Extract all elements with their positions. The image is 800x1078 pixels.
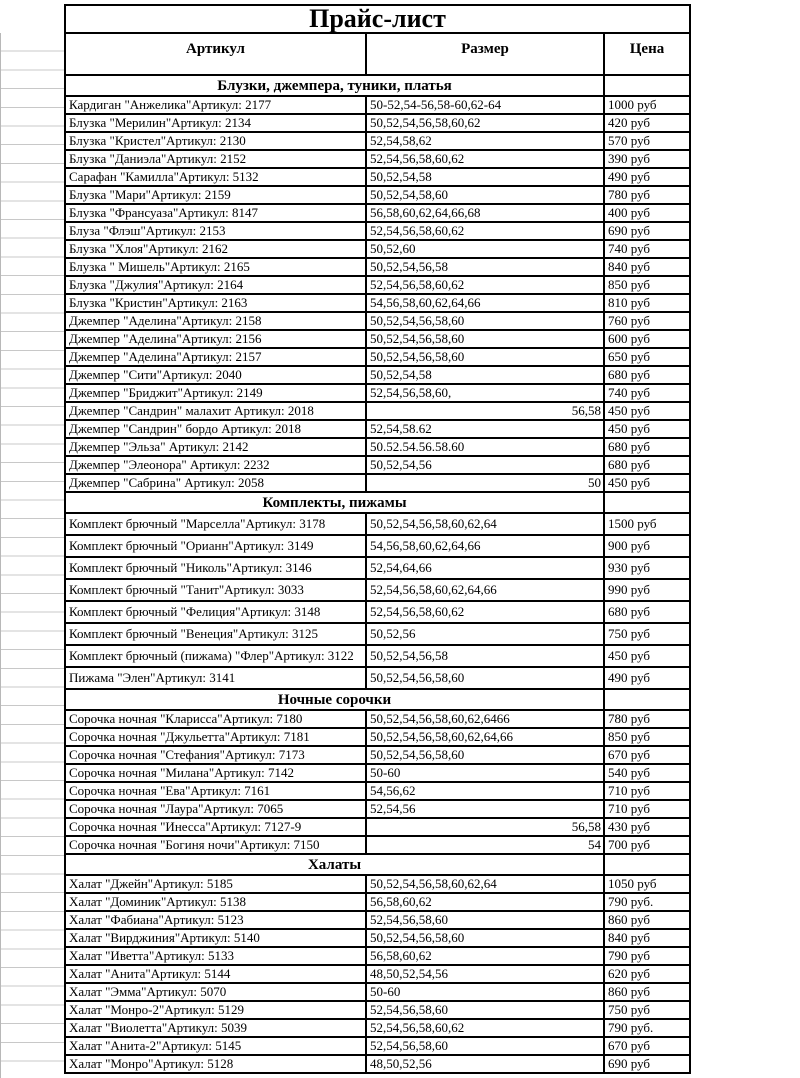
price-cell: 740 руб — [604, 240, 690, 258]
price-cell: 490 руб — [604, 168, 690, 186]
article-cell: Джемпер "Эльза" Артикул: 2142 — [65, 438, 366, 456]
size-cell: 50,52,54,56,58,60 — [366, 330, 604, 348]
section-header-price-spacer — [604, 492, 690, 513]
price-cell: 430 руб — [604, 818, 690, 836]
table-row — [65, 438, 690, 456]
table-row — [65, 186, 690, 204]
article-cell: Халат "Монро"Артикул: 5128 — [65, 1055, 366, 1073]
price-cell: 450 руб — [604, 474, 690, 492]
article-cell: Блузка "Даниэла"Артикул: 2152 — [65, 150, 366, 168]
section-header-price-spacer — [604, 75, 690, 96]
price-cell: 750 руб — [604, 623, 690, 645]
table-row — [65, 258, 690, 276]
price-cell: 450 руб — [604, 645, 690, 667]
table-row — [65, 384, 690, 402]
price-cell: 790 руб. — [604, 1019, 690, 1037]
price-cell: 790 руб. — [604, 893, 690, 911]
article-cell: Сорочка ночная "Джульетта"Артикул: 7181 — [65, 728, 366, 746]
article-cell: Халат "Вирджиния"Артикул: 5140 — [65, 929, 366, 947]
article-cell: Халат "Монро-2"Артикул: 5129 — [65, 1001, 366, 1019]
table-row — [65, 947, 690, 965]
article-cell: Халат "Доминик"Артикул: 5138 — [65, 893, 366, 911]
article-cell: Пижама "Элен"Артикул: 3141 — [65, 667, 366, 689]
size-cell: 50-60 — [366, 764, 604, 782]
table-row — [65, 929, 690, 947]
price-cell: 700 руб — [604, 836, 690, 854]
price-cell: 450 руб — [604, 402, 690, 420]
size-cell: 50,52,54,56,58,60 — [366, 667, 604, 689]
article-cell: Джемпер "Сабрина" Артикул: 2058 — [65, 474, 366, 492]
size-cell: 56,58 — [366, 818, 604, 836]
price-cell: 400 руб — [604, 204, 690, 222]
size-cell: 56,58,60,62 — [366, 947, 604, 965]
article-cell: Джемпер "Аделина"Артикул: 2158 — [65, 312, 366, 330]
section-header-price-spacer — [604, 854, 690, 875]
article-cell: Кардиган "Анжелика"Артикул: 2177 — [65, 96, 366, 114]
size-cell: 50,52,54,58,60 — [366, 186, 604, 204]
article-cell: Джемпер "Аделина"Артикул: 2157 — [65, 348, 366, 366]
size-cell: 50.52.54.56.58.60 — [366, 438, 604, 456]
table-row — [65, 1055, 690, 1073]
price-cell: 710 руб — [604, 800, 690, 818]
section-title: Ночные сорочки — [65, 689, 604, 710]
price-cell: 780 руб — [604, 186, 690, 204]
size-cell: 50,52,54,58 — [366, 366, 604, 384]
title-row — [65, 5, 690, 33]
price-cell: 990 руб — [604, 579, 690, 601]
article-cell: Халат "Анита"Артикул: 5144 — [65, 965, 366, 983]
article-cell: Блузка "Мари"Артикул: 2159 — [65, 186, 366, 204]
table-row — [65, 782, 690, 800]
size-cell: 54,56,58,60,62,64,66 — [366, 535, 604, 557]
size-cell: 52,54,56,58,60,62 — [366, 222, 604, 240]
size-cell: 52,54,58.62 — [366, 420, 604, 438]
price-cell: 840 руб — [604, 258, 690, 276]
article-cell: Джемпер "Аделина"Артикул: 2156 — [65, 330, 366, 348]
table-row — [65, 728, 690, 746]
article-cell: Джемпер "Сандрин" малахит Артикул: 2018 — [65, 402, 366, 420]
price-cell: 860 руб — [604, 983, 690, 1001]
section-header-row — [65, 854, 690, 875]
size-cell: 54,56,58,60,62,64,66 — [366, 294, 604, 312]
price-cell: 1000 руб — [604, 96, 690, 114]
article-cell: Сорочка ночная "Милана"Артикул: 7142 — [65, 764, 366, 782]
article-cell: Джемпер "Сити"Артикул: 2040 — [65, 366, 366, 384]
price-cell: 450 руб — [604, 420, 690, 438]
size-cell: 52,54,56,58,60 — [366, 1037, 604, 1055]
size-cell: 50,52,54,56,58,60,62 — [366, 114, 604, 132]
article-cell: Комплект брючный (пижама) "Флер"Артикул: 3122 — [65, 645, 366, 667]
article-cell: Джемпер "Бриджит"Артикул: 2149 — [65, 384, 366, 402]
size-cell: 50,52,54,56 — [366, 456, 604, 474]
size-cell: 54 — [366, 836, 604, 854]
table-row — [65, 1019, 690, 1037]
price-cell: 680 руб — [604, 601, 690, 623]
table-row — [65, 764, 690, 782]
price-cell: 780 руб — [604, 710, 690, 728]
article-cell: Сорочка ночная "Стефания"Артикул: 7173 — [65, 746, 366, 764]
spreadsheet-gutter-column — [0, 33, 64, 1078]
table-row — [65, 96, 690, 114]
table-row — [65, 579, 690, 601]
size-cell: 52,54,64,66 — [366, 557, 604, 579]
price-cell: 740 руб — [604, 384, 690, 402]
table-row — [65, 456, 690, 474]
size-cell: 56,58,60,62 — [366, 893, 604, 911]
size-cell: 50,52,54,56,58,60 — [366, 312, 604, 330]
size-cell: 50,52,54,56,58 — [366, 258, 604, 276]
price-cell: 650 руб — [604, 348, 690, 366]
price-cell: 1500 руб — [604, 513, 690, 535]
price-cell: 750 руб — [604, 1001, 690, 1019]
table-row — [65, 965, 690, 983]
price-cell: 930 руб — [604, 557, 690, 579]
table-row — [65, 667, 690, 689]
table-row — [65, 818, 690, 836]
size-cell: 52,54,56,58,60,62 — [366, 1019, 604, 1037]
table-row — [65, 710, 690, 728]
table-row — [65, 875, 690, 893]
article-cell: Блузка "Хлоя"Артикул: 2162 — [65, 240, 366, 258]
article-cell: Халат "Фабиана"Артикул: 5123 — [65, 911, 366, 929]
table-row — [65, 168, 690, 186]
article-cell: Комплект брючный "Фелиция"Артикул: 3148 — [65, 601, 366, 623]
size-cell: 50,52,54,58 — [366, 168, 604, 186]
price-cell: 710 руб — [604, 782, 690, 800]
table-row — [65, 746, 690, 764]
price-cell: 840 руб — [604, 929, 690, 947]
price-cell: 490 руб — [604, 667, 690, 689]
size-cell: 50,52,54,56,58,60 — [366, 929, 604, 947]
table-row — [65, 983, 690, 1001]
size-cell: 50,52,54,56,58,60,62,64 — [366, 875, 604, 893]
table-row — [65, 366, 690, 384]
table-row — [65, 330, 690, 348]
table-row — [65, 204, 690, 222]
price-cell: 420 руб — [604, 114, 690, 132]
size-cell: 50 — [366, 474, 604, 492]
article-cell: Джемпер "Элеонора" Артикул: 2232 — [65, 456, 366, 474]
table-row — [65, 474, 690, 492]
table-row — [65, 601, 690, 623]
price-cell: 600 руб — [604, 330, 690, 348]
table-row — [65, 535, 690, 557]
size-cell: 48,50,52,54,56 — [366, 965, 604, 983]
table-row — [65, 222, 690, 240]
size-cell: 50,52,54,56,58,60,62,64,66 — [366, 728, 604, 746]
article-cell: Халат "Эмма"Артикул: 5070 — [65, 983, 366, 1001]
table-row — [65, 1037, 690, 1055]
price-cell: 680 руб — [604, 366, 690, 384]
size-cell: 52,54,56,58,60 — [366, 911, 604, 929]
table-row — [65, 132, 690, 150]
article-cell: Блузка "Кристин"Артикул: 2163 — [65, 294, 366, 312]
article-cell: Халат "Виолетта"Артикул: 5039 — [65, 1019, 366, 1037]
price-cell: 390 руб — [604, 150, 690, 168]
size-cell: 50,52,54,56,58,60 — [366, 348, 604, 366]
size-cell: 52,54,56,58,60, — [366, 384, 604, 402]
price-cell: 690 руб — [604, 1055, 690, 1073]
size-cell: 52,54,56 — [366, 800, 604, 818]
article-cell: Халат "Джейн"Артикул: 5185 — [65, 875, 366, 893]
price-cell: 900 руб — [604, 535, 690, 557]
table-row — [65, 420, 690, 438]
article-cell: Сорочка ночная "Инесса"Артикул: 7127-9 — [65, 818, 366, 836]
price-cell: 810 руб — [604, 294, 690, 312]
table-row — [65, 893, 690, 911]
article-cell: Сорочка ночная "Ева"Артикул: 7161 — [65, 782, 366, 800]
size-cell: 50-60 — [366, 983, 604, 1001]
article-cell: Блузка "Джулия"Артикул: 2164 — [65, 276, 366, 294]
article-cell: Джемпер "Сандрин" бордо Артикул: 2018 — [65, 420, 366, 438]
article-cell: Сорочка ночная "Лаура"Артикул: 7065 — [65, 800, 366, 818]
table-row — [65, 800, 690, 818]
size-cell: 48,50,52,56 — [366, 1055, 604, 1073]
article-cell: Блуза "Флэш"Артикул: 2153 — [65, 222, 366, 240]
article-cell: Комплект брючный "Венеция"Артикул: 3125 — [65, 623, 366, 645]
article-cell: Блузка " Мишель"Артикул: 2165 — [65, 258, 366, 276]
article-cell: Халат "Анита-2"Артикул: 5145 — [65, 1037, 366, 1055]
table-row — [65, 836, 690, 854]
column-header-size: Размер — [366, 33, 604, 75]
table-row — [65, 294, 690, 312]
section-title: Комплекты, пижамы — [65, 492, 604, 513]
size-cell: 52,54,56,58,60,62 — [366, 150, 604, 168]
price-cell: 570 руб — [604, 132, 690, 150]
size-cell: 56,58,60,62,64,66,68 — [366, 204, 604, 222]
price-cell: 620 руб — [604, 965, 690, 983]
size-cell: 50,52,54,56,58 — [366, 645, 604, 667]
price-cell: 680 руб — [604, 456, 690, 474]
price-cell: 670 руб — [604, 1037, 690, 1055]
price-cell: 860 руб — [604, 911, 690, 929]
price-cell: 760 руб — [604, 312, 690, 330]
table-row — [65, 240, 690, 258]
column-header-row — [65, 33, 690, 75]
article-cell: Сарафан "Камилла"Артикул: 5132 — [65, 168, 366, 186]
section-header-row — [65, 492, 690, 513]
article-cell: Блузка "Мерилин"Артикул: 2134 — [65, 114, 366, 132]
size-cell: 52,54,56,58,60 — [366, 1001, 604, 1019]
table-row — [65, 557, 690, 579]
size-cell: 52,54,56,58,60,62 — [366, 601, 604, 623]
section-title: Халаты — [65, 854, 604, 875]
article-cell: Комплект брючный "Николь"Артикул: 3146 — [65, 557, 366, 579]
size-cell: 52,54,58,62 — [366, 132, 604, 150]
size-cell: 50,52,56 — [366, 623, 604, 645]
price-cell: 690 руб — [604, 222, 690, 240]
size-cell: 50,52,54,56,58,60 — [366, 746, 604, 764]
price-cell: 680 руб — [604, 438, 690, 456]
size-cell: 50,52,60 — [366, 240, 604, 258]
article-cell: Комплект брючный "Орианн"Артикул: 3149 — [65, 535, 366, 557]
price-cell: 790 руб — [604, 947, 690, 965]
article-cell: Сорочка ночная "Кларисса"Артикул: 7180 — [65, 710, 366, 728]
table-row — [65, 911, 690, 929]
article-cell: Блузка "Кристел"Артикул: 2130 — [65, 132, 366, 150]
price-cell: 670 руб — [604, 746, 690, 764]
table-row — [65, 114, 690, 132]
price-cell: 850 руб — [604, 728, 690, 746]
size-cell: 52,54,56,58,60,62 — [366, 276, 604, 294]
page-title: Прайс-лист — [65, 5, 690, 33]
article-cell: Комплект брючный "Танит"Артикул: 3033 — [65, 579, 366, 601]
price-cell: 540 руб — [604, 764, 690, 782]
section-header-price-spacer — [604, 689, 690, 710]
article-cell: Халат "Иветта"Артикул: 5133 — [65, 947, 366, 965]
price-cell: 1050 руб — [604, 875, 690, 893]
table-row — [65, 312, 690, 330]
section-header-row — [65, 689, 690, 710]
table-row — [65, 402, 690, 420]
table-row — [65, 623, 690, 645]
article-cell: Сорочка ночная "Богиня ночи"Артикул: 7150 — [65, 836, 366, 854]
size-cell: 56,58 — [366, 402, 604, 420]
size-cell: 50,52,54,56,58,60,62,64 — [366, 513, 604, 535]
table-row — [65, 513, 690, 535]
article-cell: Блузка "Франсуаза"Артикул: 8147 — [65, 204, 366, 222]
price-table — [64, 4, 691, 1074]
size-cell: 50,52,54,56,58,60,62,6466 — [366, 710, 604, 728]
price-cell: 850 руб — [604, 276, 690, 294]
section-header-row — [65, 75, 690, 96]
size-cell: 54,56,62 — [366, 782, 604, 800]
table-row — [65, 1001, 690, 1019]
table-row — [65, 276, 690, 294]
table-row — [65, 645, 690, 667]
size-cell: 52,54,56,58,60,62,64,66 — [366, 579, 604, 601]
table-row — [65, 348, 690, 366]
article-cell: Комплект брючный "Марселла"Артикул: 3178 — [65, 513, 366, 535]
section-title: Блузки, джемпера, туники, платья — [65, 75, 604, 96]
column-header-article: Артикул — [65, 33, 366, 75]
size-cell: 50-52,54-56,58-60,62-64 — [366, 96, 604, 114]
table-row — [65, 150, 690, 168]
column-header-price: Цена — [604, 33, 690, 75]
